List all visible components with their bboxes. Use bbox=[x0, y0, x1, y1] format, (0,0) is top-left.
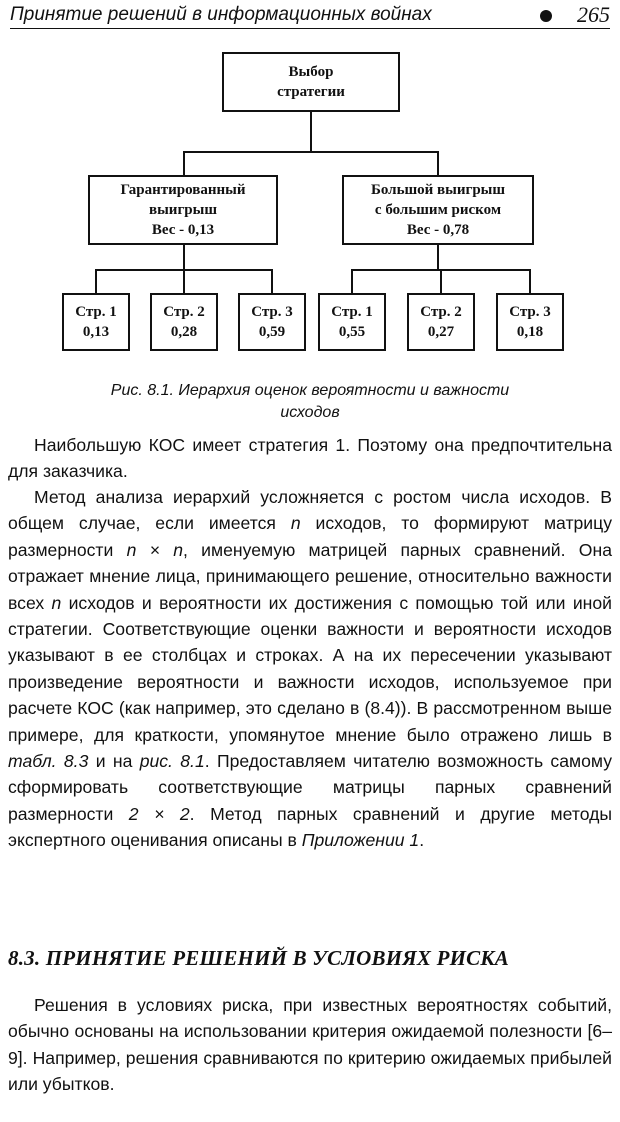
connector-right-leaf-2 bbox=[440, 269, 442, 293]
hierarchy-diagram bbox=[0, 30, 620, 375]
math-n: n bbox=[290, 513, 301, 534]
connector-right-leaf-1 bbox=[351, 269, 353, 293]
connector-right-down bbox=[437, 244, 439, 270]
node-root bbox=[222, 52, 400, 112]
node-big-win bbox=[342, 175, 534, 245]
text-run: и на bbox=[88, 751, 140, 772]
math-n-x-n: n × n bbox=[126, 539, 183, 560]
leaf-label: Стр. 3 bbox=[509, 304, 551, 320]
caption-line-1: Рис. 8.1. Иерархия оценок вероятности и важности bbox=[110, 382, 510, 399]
paragraph-3-text: Решения в условиях риска, при известных вероятностях событий, обычно основаны на использовании критерия ожидаемой полезности [6–9]. Например, решения сравниваются по критерию ожидаемых прибылей или убытков. bbox=[8, 995, 612, 1095]
text-run: исходов и вероятности их достижения с помощью той или иной стратегии. Соответствующие оценки важности и вероятности исходов указывают в ее столбцах и строках. А на их пересечении указывают произведение вероятности и важности исходов, используемое при расчете КОС (как например, это сделано в (8.4)). В рассмотренном выше примере, для краткости, упомянутое мнение было отражено лишь в bbox=[8, 592, 612, 745]
page-number: 265 bbox=[577, 2, 610, 27]
text-run: исходов, то формируют матрицу размерности bbox=[8, 513, 612, 560]
figure-caption bbox=[0, 380, 620, 424]
node-big-win-label: Большой выигрыш с большим риском Вес - 0,78 bbox=[370, 182, 506, 238]
appendix-reference: Приложении 1 bbox=[301, 830, 420, 851]
leaf-value: 0,18 bbox=[516, 324, 544, 340]
paragraph-1-text: Наибольшую КОС имеет стратегия 1. Поэтому она предпочтительна для заказчика. bbox=[8, 435, 612, 482]
connector-left-leaf-2 bbox=[183, 269, 185, 293]
text-run: . Предоставляем читателю возможность самому сформировать соответствующие матрицы парных сравнений размерности bbox=[8, 751, 612, 824]
table-reference: табл. 8.3 bbox=[8, 751, 89, 772]
leaf-label: Стр. 1 bbox=[75, 304, 117, 320]
leaf-label: Стр. 2 bbox=[420, 304, 462, 320]
connector-right-leaf-3 bbox=[529, 269, 531, 293]
leaf-right-3 bbox=[496, 293, 564, 351]
running-title: Принятие решений в информационных войнах bbox=[10, 4, 432, 25]
leaf-label: Стр. 1 bbox=[331, 304, 373, 320]
connector-to-right bbox=[437, 151, 439, 175]
paragraph-2 bbox=[8, 484, 612, 854]
leaf-value: 0,27 bbox=[427, 324, 455, 340]
node-guaranteed-label: Гарантированный выигрыш Вес - 0,13 bbox=[120, 182, 246, 238]
leaf-value: 0,13 bbox=[82, 324, 110, 340]
leaf-right-2 bbox=[407, 293, 475, 351]
leaf-right-1 bbox=[318, 293, 386, 351]
figure-reference: рис. 8.1 bbox=[139, 751, 205, 772]
leaf-value: 0,59 bbox=[258, 324, 286, 340]
text-run: . bbox=[419, 830, 425, 851]
leaf-left-3 bbox=[238, 293, 306, 351]
leaf-value: 0,55 bbox=[338, 324, 366, 340]
node-root-label: Выбор стратегии bbox=[277, 64, 345, 100]
leaf-left-2 bbox=[150, 293, 218, 351]
connector-root-down bbox=[310, 112, 312, 152]
leaf-left-1 bbox=[62, 293, 130, 351]
connector-left-down bbox=[183, 244, 185, 270]
paragraph-3 bbox=[8, 992, 612, 1098]
connector-to-left bbox=[183, 151, 185, 175]
leaf-label: Стр. 2 bbox=[163, 304, 205, 320]
node-guaranteed bbox=[88, 175, 278, 245]
text-run: , именуемую матрицей парных сравнений. Она отражает мнение лица, принимающего решение, относительно важности всех bbox=[8, 539, 612, 613]
text-run: Метод анализа иерархий усложняется с ростом числа исходов. В общем случае, если имеется bbox=[8, 487, 612, 534]
caption-line-2: исходов bbox=[280, 404, 340, 421]
paragraph-1 bbox=[8, 432, 612, 485]
running-header bbox=[10, 2, 610, 29]
text-run: . Метод парных сравнений и другие методы экспертного оценивания описаны в bbox=[8, 803, 612, 851]
math-2-x-2: 2 × 2 bbox=[128, 803, 190, 824]
math-n: n bbox=[51, 592, 62, 613]
connector-left-leaf-3 bbox=[271, 269, 273, 293]
leaf-value: 0,28 bbox=[170, 324, 198, 340]
leaf-label: Стр. 3 bbox=[251, 304, 293, 320]
paragraph-2-text bbox=[8, 484, 612, 854]
connector-left-leaf-1 bbox=[95, 269, 97, 293]
section-heading: 8.3. ПРИНЯТИЕ РЕШЕНИЙ В УСЛОВИЯХ РИСКА bbox=[8, 946, 509, 970]
bullet-icon bbox=[540, 10, 552, 22]
connector-top-bar bbox=[183, 151, 439, 153]
